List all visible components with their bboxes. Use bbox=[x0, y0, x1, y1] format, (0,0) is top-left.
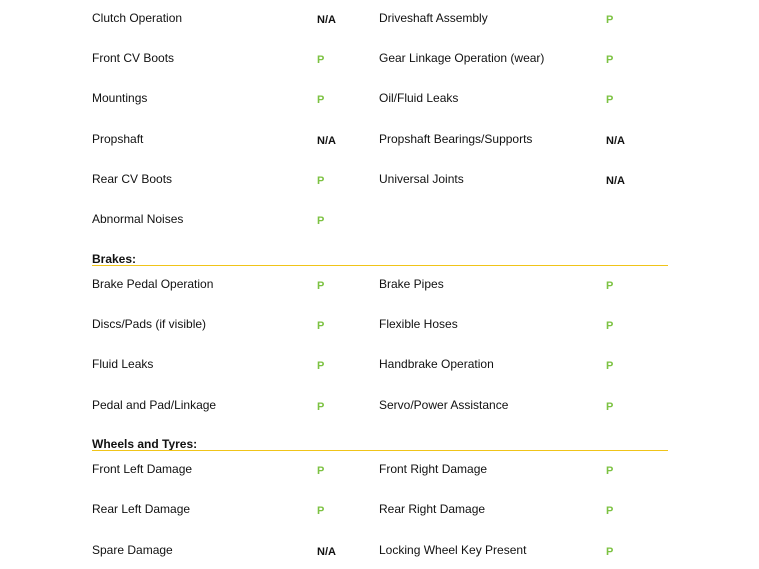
check-label: Rear CV Boots bbox=[92, 172, 173, 186]
check-row bbox=[0, 211, 759, 231]
check-label: Flexible Hoses bbox=[379, 317, 458, 331]
check-label: Rear Left Damage bbox=[92, 502, 191, 516]
check-label: Mountings bbox=[92, 91, 148, 105]
check-row bbox=[0, 397, 759, 417]
check-row bbox=[0, 131, 759, 151]
check-label: Pedal and Pad/Linkage bbox=[92, 398, 217, 412]
check-row bbox=[0, 276, 759, 296]
check-result: P bbox=[606, 320, 614, 332]
check-label: Brake Pipes bbox=[379, 277, 444, 291]
check-result: P bbox=[317, 215, 325, 227]
check-result: N/A bbox=[606, 135, 625, 147]
check-label: Gear Linkage Operation (wear) bbox=[379, 51, 545, 65]
check-row bbox=[0, 50, 759, 70]
section-header-wheels-and-tyres bbox=[92, 436, 668, 456]
check-result: P bbox=[606, 465, 614, 477]
check-label: Handbrake Operation bbox=[379, 357, 494, 371]
check-label: Servo/Power Assistance bbox=[379, 398, 509, 412]
check-result: P bbox=[317, 94, 325, 106]
section-divider bbox=[92, 450, 668, 451]
check-result: N/A bbox=[606, 175, 625, 187]
check-result: P bbox=[317, 465, 325, 477]
check-label: Clutch Operation bbox=[92, 11, 183, 25]
check-result: P bbox=[317, 320, 325, 332]
check-label: Brake Pedal Operation bbox=[92, 277, 214, 291]
check-label: Locking Wheel Key Present bbox=[379, 543, 527, 557]
check-label: Propshaft bbox=[92, 132, 144, 146]
section-divider bbox=[92, 265, 668, 266]
check-result: N/A bbox=[317, 546, 336, 558]
check-result: P bbox=[317, 54, 325, 66]
check-result: P bbox=[317, 505, 325, 517]
check-label: Fluid Leaks bbox=[92, 357, 154, 371]
check-label: Front Right Damage bbox=[379, 462, 488, 476]
check-row bbox=[0, 316, 759, 336]
check-label: Spare Damage bbox=[92, 543, 173, 557]
check-label: Oil/Fluid Leaks bbox=[379, 91, 459, 105]
check-result: P bbox=[606, 546, 614, 558]
check-result: P bbox=[606, 505, 614, 517]
check-result: N/A bbox=[317, 135, 336, 147]
check-result: P bbox=[317, 401, 325, 413]
check-result: P bbox=[317, 360, 325, 372]
check-result: P bbox=[317, 280, 325, 292]
check-row bbox=[0, 501, 759, 521]
check-result: N/A bbox=[317, 14, 336, 26]
check-row bbox=[0, 461, 759, 481]
check-result: P bbox=[606, 401, 614, 413]
check-label: Abnormal Noises bbox=[92, 212, 184, 226]
check-result: P bbox=[606, 360, 614, 372]
section-header-brakes bbox=[92, 251, 668, 271]
check-result: P bbox=[606, 54, 614, 66]
check-row bbox=[0, 90, 759, 110]
check-label: Universal Joints bbox=[379, 172, 464, 186]
section-title: Brakes: bbox=[92, 252, 137, 266]
check-row bbox=[0, 171, 759, 191]
check-label: Propshaft Bearings/Supports bbox=[379, 132, 533, 146]
check-row bbox=[0, 10, 759, 30]
check-result: P bbox=[606, 94, 614, 106]
check-result: P bbox=[317, 175, 325, 187]
check-label: Front Left Damage bbox=[92, 462, 193, 476]
check-label: Front CV Boots bbox=[92, 51, 175, 65]
check-row bbox=[0, 356, 759, 376]
check-result: P bbox=[606, 14, 614, 26]
check-row bbox=[0, 542, 759, 562]
check-label: Rear Right Damage bbox=[379, 502, 486, 516]
check-label: Driveshaft Assembly bbox=[379, 11, 488, 25]
section-title: Wheels and Tyres: bbox=[92, 437, 198, 451]
check-label: Discs/Pads (if visible) bbox=[92, 317, 207, 331]
check-result: P bbox=[606, 280, 614, 292]
